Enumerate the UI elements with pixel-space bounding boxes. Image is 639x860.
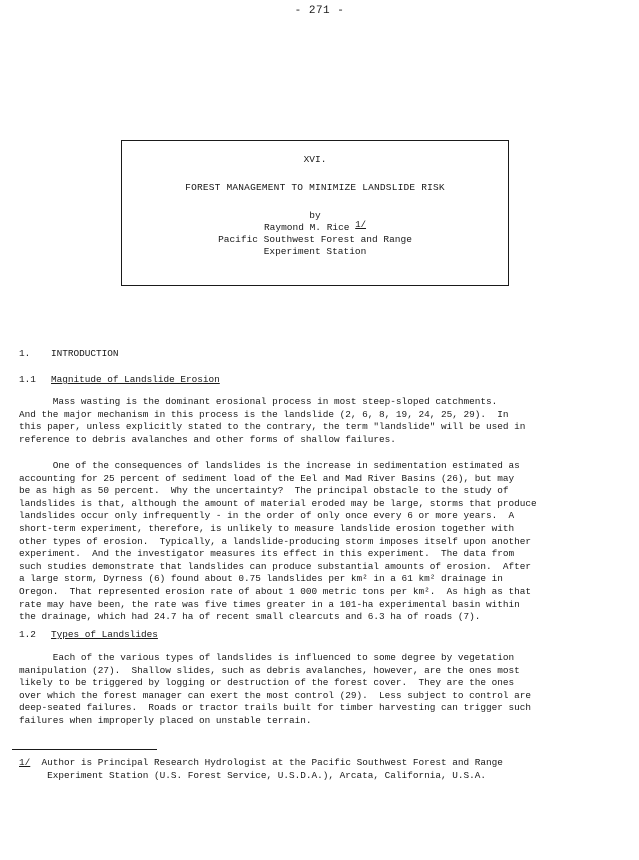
text-line: other types of erosion. Typically, a landslide-producing storm imposes itself upon another [19,535,531,547]
section-heading-magnitude [19,374,220,385]
section-number: 1. [19,348,31,359]
text-line: Oregon. That represented erosion rate of about 1 000 metric tons per km². As high as that [19,585,531,597]
paragraph-mass-wasting [19,396,631,446]
text-line: manipulation (27). Shallow slides, such as debris avalanches, however, are the ones most [19,664,520,676]
text-line: over which the forest manager can exert the most control (29). Less subject to control are [19,689,531,701]
section-number: 1.2 [19,629,36,640]
text-line: deep-seated failures. Roads or tractor trails built for timber harvesting can trigger such [19,702,531,714]
text-line: failures when improperly placed on unstable terrain. [19,714,312,726]
text-line: likely to be triggered by logging or destruction of the forest cover. They are the ones [19,677,515,689]
text-line: short-term experiment, therefore, is unlikely to measure landslide erosion together with [19,522,515,534]
text-line: a large storm, Dyrness (6) found about 0.75 landslides per km² in a 61 km² drainage in [19,573,503,585]
footnote-text: Author is Principal Research Hydrologist at the Pacific Southwest Forest and Range [30,757,503,768]
author-organization: Pacific Southwest Forest and Range [218,234,412,245]
paragraph-consequences [19,460,631,624]
text-line: accounting for 25 percent of sediment load of the Eel and Mad River Basins (26), but may [19,472,515,484]
text-line: this paper, unless explicitly stated to the contrary, the term "landslide" will be used in [19,421,526,433]
text-line: landslides occur only infrequently - in the order of only once every 6 or more years. A [19,510,515,522]
text-line: experiment. And the investigator measures its effect in this experiment. The data from [19,548,515,560]
text-line: reference to debris avalanches and other forms of shallow failures. [19,433,396,445]
author-name: Raymond M. Rice [263,222,350,233]
section-title: Magnitude of Landslide Erosion [51,374,220,385]
section-heading-types [19,629,158,640]
author-line [122,222,508,233]
section-number: 1.1 [19,374,36,385]
title-block [121,140,509,286]
chapter-number: XVI. [303,154,327,165]
text-line: such studies demonstrate that landslides can produce substantial amounts of erosion. After [19,560,531,572]
chapter-title: FOREST MANAGEMENT TO MINIMIZE LANDSLIDE RISK [185,182,445,193]
text-line: be as high as 50 percent. Why the uncertainty? The principal obstacle to the study of [19,485,509,497]
paragraph-types [19,652,631,728]
footnote-text: Experiment Station (U.S. Forest Service, U.S.D.A.), Arcata, California, U.S.A. [19,769,486,781]
footnote [19,757,631,782]
footnote-line [19,757,631,770]
section-title: Types of Landslides [51,629,158,640]
text-line: the drainage, which had 24.7 ha of recent small clearcuts and 6.3 ha of roads (7). [19,611,481,623]
byline-by: by [309,210,321,221]
section-title: INTRODUCTION [51,348,119,359]
author-station: Experiment Station [263,246,367,257]
text-line: rate may have been, the rate was five times greater in a 101-ha experimental basin within [19,598,520,610]
text-line: Mass wasting is the dominant erosional process in most steep-sloped catchments. [19,396,498,407]
text-line: One of the consequences of landslides is the increase in sedimentation estimated as [19,460,520,471]
text-line: And the major mechanism in this process is the landslide (2, 6, 8, 19, 24, 25, 29). In [19,408,509,420]
text-line: landslides is that, although the amount of material eroded may be large, storms that produce [19,497,537,509]
section-heading-introduction [19,348,119,359]
footnote-mark: 1/ [19,757,31,768]
page-number: - 271 - [294,5,345,17]
author-footnote-mark: 1/ [355,220,367,230]
text-line: Each of the various types of landslides is influenced to some degree by vegetation [19,652,515,663]
footnote-divider [12,749,157,750]
